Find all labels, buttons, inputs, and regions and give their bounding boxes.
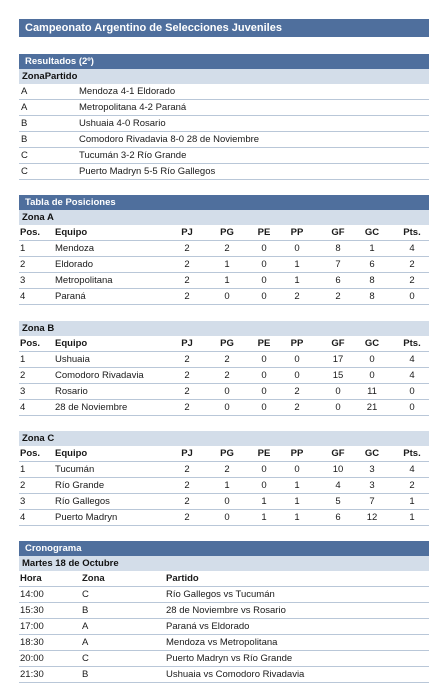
- schedule-time: 20:00: [20, 653, 44, 664]
- cell-pos: 1: [20, 464, 26, 475]
- cell-pts: 4: [409, 354, 415, 365]
- cell-team: Rosario: [55, 386, 88, 397]
- zone-table: [19, 321, 429, 416]
- cell-pp: 1: [294, 496, 300, 507]
- cell-pp: 1: [294, 480, 300, 491]
- cell-pts: 2: [409, 259, 415, 270]
- schedule-time: 17:00: [20, 621, 44, 632]
- schedule-zone: B: [82, 669, 89, 680]
- cell-pj: 2: [184, 402, 190, 413]
- standings-section-b: [19, 321, 429, 416]
- cell-pg: 2: [224, 354, 230, 365]
- cell-gc: 8: [369, 275, 375, 286]
- cell-pe: 1: [261, 512, 267, 523]
- schedule-zone: A: [82, 637, 89, 648]
- col-partido: Partido: [166, 573, 199, 584]
- standings-row: [19, 494, 429, 510]
- col-pe: PE: [257, 227, 271, 238]
- result-zone: B: [21, 118, 28, 129]
- cell-gc: 3: [369, 464, 375, 475]
- cell-pp: 2: [294, 386, 300, 397]
- result-row: [19, 100, 429, 116]
- result-row: [19, 116, 429, 132]
- result-match: Tucumán 3-2 Río Grande: [79, 150, 187, 161]
- cell-gc: 3: [369, 480, 375, 491]
- cell-pos: 1: [20, 354, 26, 365]
- col-hora: Hora: [20, 573, 42, 584]
- cell-pe: 0: [261, 480, 267, 491]
- zone-title: Zona B: [19, 321, 429, 336]
- standings-section-c: [19, 431, 429, 526]
- col-pj: PJ: [181, 448, 193, 459]
- standings-row: [19, 384, 429, 400]
- cell-pe: 1: [261, 496, 267, 507]
- cell-pp: 2: [294, 402, 300, 413]
- cell-gf: 7: [335, 259, 341, 270]
- standings-row: [19, 257, 429, 273]
- col-pos: Pos.: [20, 448, 41, 459]
- cell-team: Comodoro Rivadavia: [55, 370, 144, 381]
- cell-gc: 1: [369, 243, 375, 254]
- cell-pos: 2: [20, 259, 26, 270]
- cell-gc: 8: [369, 291, 375, 302]
- col-pts: Pts.: [403, 448, 421, 459]
- cell-pos: 1: [20, 243, 26, 254]
- cell-pg: 0: [224, 386, 230, 397]
- schedule-column-header: [19, 571, 429, 587]
- result-row: [19, 148, 429, 164]
- schedule-time: 14:00: [20, 589, 44, 600]
- schedule-header: Cronograma: [19, 541, 429, 556]
- cell-pe: 0: [261, 291, 267, 302]
- cell-pj: 2: [184, 480, 190, 491]
- col-gf: GF: [331, 448, 345, 459]
- zone-title: Zona A: [19, 210, 429, 225]
- cell-pj: 2: [184, 259, 190, 270]
- cell-pos: 4: [20, 512, 26, 523]
- schedule-section: [19, 541, 429, 683]
- col-pe: PE: [257, 448, 271, 459]
- cell-pg: 2: [224, 464, 230, 475]
- result-match: Mendoza 4-1 Eldorado: [79, 86, 176, 97]
- cell-pj: 2: [184, 243, 190, 254]
- standings-row: [19, 400, 429, 416]
- col-pts: Pts.: [403, 227, 421, 238]
- cell-pts: 0: [409, 291, 415, 302]
- standings-column-header: [19, 336, 429, 352]
- schedule-row: [19, 587, 429, 603]
- schedule-match: Puerto Madryn vs Río Grande: [166, 653, 293, 664]
- col-gc: GC: [364, 227, 380, 238]
- cell-team: Puerto Madryn: [55, 512, 118, 523]
- cell-pj: 2: [184, 464, 190, 475]
- cell-gf: 8: [335, 243, 341, 254]
- cell-pp: 0: [294, 243, 300, 254]
- cell-pg: 2: [224, 243, 230, 254]
- col-pg: PG: [220, 448, 234, 459]
- cell-team: Metropolitana: [55, 275, 113, 286]
- cell-pp: 1: [294, 259, 300, 270]
- cell-pj: 2: [184, 370, 190, 381]
- schedule-zone: A: [82, 621, 89, 632]
- cell-pj: 2: [184, 291, 190, 302]
- zone-table: [19, 210, 429, 305]
- cell-gf: 5: [335, 496, 341, 507]
- cell-team: Ushuaia: [55, 354, 90, 365]
- cell-pp: 0: [294, 370, 300, 381]
- cell-pe: 0: [261, 370, 267, 381]
- cell-pj: 2: [184, 496, 190, 507]
- result-row: [19, 132, 429, 148]
- result-zone: A: [21, 102, 28, 113]
- standings-column-header: [19, 225, 429, 241]
- cell-gf: 4: [335, 480, 341, 491]
- result-row: [19, 84, 429, 100]
- results-column-header: ZonaPartido: [19, 69, 429, 84]
- cell-pe: 0: [261, 402, 267, 413]
- cell-pts: 4: [409, 243, 415, 254]
- col-pe: PE: [257, 338, 271, 349]
- schedule-zone: B: [82, 605, 89, 616]
- results-table: [19, 84, 429, 180]
- schedule-match: Río Gallegos vs Tucumán: [166, 589, 275, 600]
- col-pj: PJ: [181, 338, 193, 349]
- cell-pts: 1: [409, 496, 415, 507]
- results-header: Resultados (2º): [19, 54, 429, 69]
- cell-pts: 0: [409, 402, 415, 413]
- cell-pe: 0: [261, 275, 267, 286]
- cell-pe: 0: [261, 243, 267, 254]
- cell-pp: 1: [294, 512, 300, 523]
- page-title: Campeonato Argentino de Selecciones Juveniles: [19, 19, 429, 37]
- cell-gf: 6: [335, 512, 341, 523]
- col-pp: PP: [290, 338, 304, 349]
- cell-pos: 3: [20, 275, 26, 286]
- cell-pe: 0: [261, 464, 267, 475]
- cell-gc: 11: [367, 386, 377, 397]
- result-match: Ushuaia 4-0 Rosario: [79, 118, 166, 129]
- cell-team: Mendoza: [55, 243, 95, 254]
- standings-header: Tabla de Posiciones: [19, 195, 429, 210]
- cell-pos: 2: [20, 480, 26, 491]
- cell-pg: 1: [224, 275, 230, 286]
- schedule-time: 15:30: [20, 605, 44, 616]
- result-match: Puerto Madryn 5-5 Río Gallegos: [79, 166, 216, 177]
- cell-pj: 2: [184, 512, 190, 523]
- cell-team: Río Grande: [55, 480, 105, 491]
- col-team: Equipo: [55, 227, 88, 238]
- zone-title: Zona C: [19, 431, 429, 446]
- result-zone: C: [21, 166, 28, 177]
- col-pj: PJ: [181, 227, 193, 238]
- result-zone: B: [21, 134, 28, 145]
- col-gf: GF: [331, 227, 345, 238]
- schedule-time: 18:30: [20, 637, 44, 648]
- cell-pos: 3: [20, 496, 26, 507]
- cell-pts: 2: [409, 480, 415, 491]
- cell-gf: 17: [332, 354, 344, 365]
- standings-row: [19, 478, 429, 494]
- result-match: Metropolitana 4-2 Paraná: [79, 102, 187, 113]
- standings-column-header: [19, 446, 429, 462]
- col-gc: GC: [364, 338, 380, 349]
- cell-gc: 6: [369, 259, 375, 270]
- col-pos: Pos.: [20, 338, 41, 349]
- cell-gc: 7: [369, 496, 375, 507]
- schedule-row: [19, 667, 429, 683]
- cell-pe: 0: [261, 386, 267, 397]
- cell-gf: 2: [335, 291, 341, 302]
- cell-pj: 2: [184, 275, 190, 286]
- cell-pts: 4: [409, 464, 415, 475]
- cell-gc: 0: [369, 354, 375, 365]
- cell-pg: 1: [224, 259, 230, 270]
- cell-pts: 2: [409, 275, 415, 286]
- cell-pts: 0: [409, 386, 415, 397]
- col-zona: Zona: [82, 573, 105, 584]
- schedule-row: [19, 619, 429, 635]
- schedule-match: Mendoza vs Metropolitana: [166, 637, 278, 648]
- cell-pj: 2: [184, 386, 190, 397]
- schedule-row: [19, 603, 429, 619]
- cell-gf: 10: [332, 464, 344, 475]
- schedule-zone: C: [82, 589, 89, 600]
- cell-pg: 0: [224, 291, 230, 302]
- standings-row: [19, 241, 429, 257]
- cell-pg: 0: [224, 496, 230, 507]
- standings-row: [19, 462, 429, 478]
- standings-row: [19, 368, 429, 384]
- col-pg: PG: [220, 338, 234, 349]
- cell-gf: 15: [332, 370, 344, 381]
- standings-row: [19, 273, 429, 289]
- standings-row: [19, 352, 429, 368]
- cell-pts: 4: [409, 370, 415, 381]
- cell-pos: 2: [20, 370, 26, 381]
- schedule-zone: C: [82, 653, 89, 664]
- cell-team: Tucumán: [55, 464, 95, 475]
- col-gf: GF: [331, 338, 345, 349]
- col-pts: Pts.: [403, 338, 421, 349]
- col-pp: PP: [290, 448, 304, 459]
- zone-table: [19, 431, 429, 526]
- cell-pe: 0: [261, 259, 267, 270]
- schedule-row: [19, 635, 429, 651]
- cell-team: Eldorado: [55, 259, 94, 270]
- schedule-match: Paraná vs Eldorado: [166, 621, 250, 632]
- result-match: Comodoro Rivadavia 8-0 28 de Noviembre: [79, 134, 260, 145]
- col-gc: GC: [364, 448, 380, 459]
- cell-gf: 0: [335, 386, 341, 397]
- col-pg: PG: [220, 227, 234, 238]
- schedule-row: [19, 651, 429, 667]
- cell-pos: 4: [20, 402, 26, 413]
- cell-pos: 3: [20, 386, 26, 397]
- cell-gf: 0: [335, 402, 341, 413]
- schedule-table: [19, 587, 429, 683]
- schedule-match: 28 de Noviembre vs Rosario: [166, 605, 286, 616]
- schedule-day: Martes 18 de Octubre: [19, 556, 429, 571]
- cell-gc: 21: [366, 402, 378, 413]
- cell-gf: 6: [335, 275, 341, 286]
- col-team: Equipo: [55, 448, 88, 459]
- cell-pp: 2: [294, 291, 300, 302]
- cell-pp: 0: [294, 464, 300, 475]
- cell-team: 28 de Noviembre: [55, 402, 128, 413]
- result-row: [19, 164, 429, 180]
- cell-pg: 0: [224, 402, 230, 413]
- cell-pts: 1: [409, 512, 415, 523]
- cell-gc: 12: [366, 512, 378, 523]
- cell-pe: 0: [261, 354, 267, 365]
- cell-pos: 4: [20, 291, 26, 302]
- schedule-match: Ushuaia vs Comodoro Rivadavia: [166, 669, 305, 680]
- col-team: Equipo: [55, 338, 88, 349]
- cell-gc: 0: [369, 370, 375, 381]
- standings-row: [19, 510, 429, 526]
- standings-section: [19, 195, 429, 305]
- cell-pg: 1: [224, 480, 230, 491]
- schedule-time: 21:30: [20, 669, 44, 680]
- col-pos: Pos.: [20, 227, 41, 238]
- cell-pg: 2: [224, 370, 230, 381]
- result-zone: A: [21, 86, 28, 97]
- cell-team: Río Gallegos: [55, 496, 110, 507]
- results-section: [19, 54, 429, 180]
- standings-row: [19, 289, 429, 305]
- col-pp: PP: [290, 227, 304, 238]
- cell-pp: 1: [294, 275, 300, 286]
- cell-team: Paraná: [55, 291, 86, 302]
- cell-pg: 0: [224, 512, 230, 523]
- cell-pj: 2: [184, 354, 190, 365]
- cell-pp: 0: [294, 354, 300, 365]
- result-zone: C: [21, 150, 28, 161]
